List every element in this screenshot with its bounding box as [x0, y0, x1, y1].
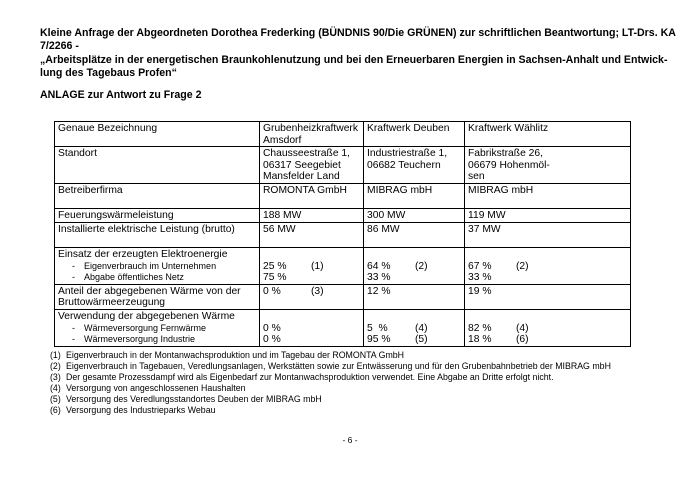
cell-amsdorf: 56 MW — [260, 222, 364, 247]
cell-amsdorf: 25 % (1) 75 % — [260, 247, 364, 284]
cell-amsdorf: ROMONTA GmbH — [260, 183, 364, 208]
cell-amsdorf: 0 % 0 % — [260, 309, 364, 346]
cell-deuben: 5 % (4) 95 % (5) — [364, 309, 465, 346]
cell-label: Einsatz der erzeugten Elektroenergie - Eigenverbrauch im Unternehmen - Abgabe öffentliches Netz — [55, 247, 260, 284]
table-row-head — [55, 122, 631, 147]
cell-waehlitz: Kraftwerk Wählitz — [465, 122, 631, 147]
footnote: (6) Versorgung des Industrieparks Webau — [50, 405, 216, 416]
header-line-3: „Arbeitsplätze in der energetischen Braunkohlenutzung und bei den Erneuerbaren Energien in Sachsen-Anhalt und Entwick- — [40, 53, 668, 66]
cell-waehlitz: Fabrikstraße 26, 06679 Hohenmöl- sen — [465, 147, 631, 184]
cell-deuben: 86 MW — [364, 222, 465, 247]
cell-amsdorf: Chausseestraße 1, 06317 Seegebiet Mansfelder Land — [260, 147, 364, 184]
cell-amsdorf: 0 % (3) — [260, 284, 364, 309]
cell-amsdorf: 188 MW — [260, 209, 364, 223]
anlage-heading: ANLAGE zur Antwort zu Frage 2 — [40, 89, 202, 101]
cell-label: Genaue Bezeichnung — [55, 122, 260, 147]
cell-label: Anteil der abgegebenen Wärme von der Bruttowärmeerzeugung — [55, 284, 260, 309]
cell-label: Betreiberfirma — [55, 183, 260, 208]
table-row-standort — [55, 147, 631, 184]
cell-waehlitz: 67 % (2) 33 % — [465, 247, 631, 284]
cell-deuben: 300 MW — [364, 209, 465, 223]
cell-label: Standort — [55, 147, 260, 184]
table-row-verwendung — [55, 309, 631, 346]
footnote: (2) Eigenverbrauch in Tagebauen, Veredlungsanlagen, Werkstätten sowie zur Entwässerung und für den Grubenbahnbetrieb der MIBRAG mbH — [50, 361, 611, 372]
footnote: (3) Der gesamte Prozessdampf wird als Eigenbedarf zur Montanwachsproduktion verwendet. Eine Abgabe an Dritte erfolgt nicht. — [50, 372, 554, 383]
footnote: (5) Versorgung des Veredlungsstandortes Deuben der MIBRAG mbH — [50, 394, 322, 405]
table-row-betreiber — [55, 183, 631, 208]
power-plant-table — [54, 121, 631, 347]
header-line-1: Kleine Anfrage der Abgeordneten Dorothea Frederking (BÜNDNIS 90/Die GRÜNEN) zur schriftlichen Beantwortung; LT-Drs. KA — [40, 27, 676, 39]
cell-deuben: 12 % — [364, 284, 465, 309]
cell-label: Verwendung der abgegebenen Wärme - Wärmeversorgung Fernwärme - Wärmeversorgung Industrie — [55, 309, 260, 346]
cell-amsdorf: Grubenheizkraftwerk Amsdorf — [260, 122, 364, 147]
cell-label: Installierte elektrische Leistung (brutto) — [55, 222, 260, 247]
table-row-leistung — [55, 222, 631, 247]
header-line-4: lung des Tagebaus Profen“ — [40, 67, 177, 80]
footnote: (1) Eigenverbrauch in der Montanwachsproduktion und im Tagebau der ROMONTA GmbH — [50, 350, 405, 360]
document-header — [40, 27, 676, 81]
cell-deuben: Industriestraße 1, 06682 Teuchern — [364, 147, 465, 184]
header-line-2: 7/2266 - — [40, 40, 79, 53]
cell-label: Feuerungswärmeleistung — [55, 209, 260, 223]
table-row-anteil — [55, 284, 631, 309]
cell-waehlitz: 19 % — [465, 284, 631, 309]
footnote: (4) Versorgung von angeschlossenen Haushalten — [50, 383, 246, 394]
cell-deuben: 64 % (2) 33 % — [364, 247, 465, 284]
cell-waehlitz: 119 MW — [465, 209, 631, 223]
cell-waehlitz: 37 MW — [465, 222, 631, 247]
footnotes — [50, 350, 611, 417]
cell-waehlitz: MIBRAG mbH — [465, 183, 631, 208]
table-row-feuerung — [55, 209, 631, 223]
cell-deuben: Kraftwerk Deuben — [364, 122, 465, 147]
page-number: - 6 - — [342, 435, 358, 445]
cell-waehlitz: 82 % (4) 18 % (6) — [465, 309, 631, 346]
table-row-einsatz — [55, 247, 631, 284]
cell-deuben: MIBRAG mbH — [364, 183, 465, 208]
